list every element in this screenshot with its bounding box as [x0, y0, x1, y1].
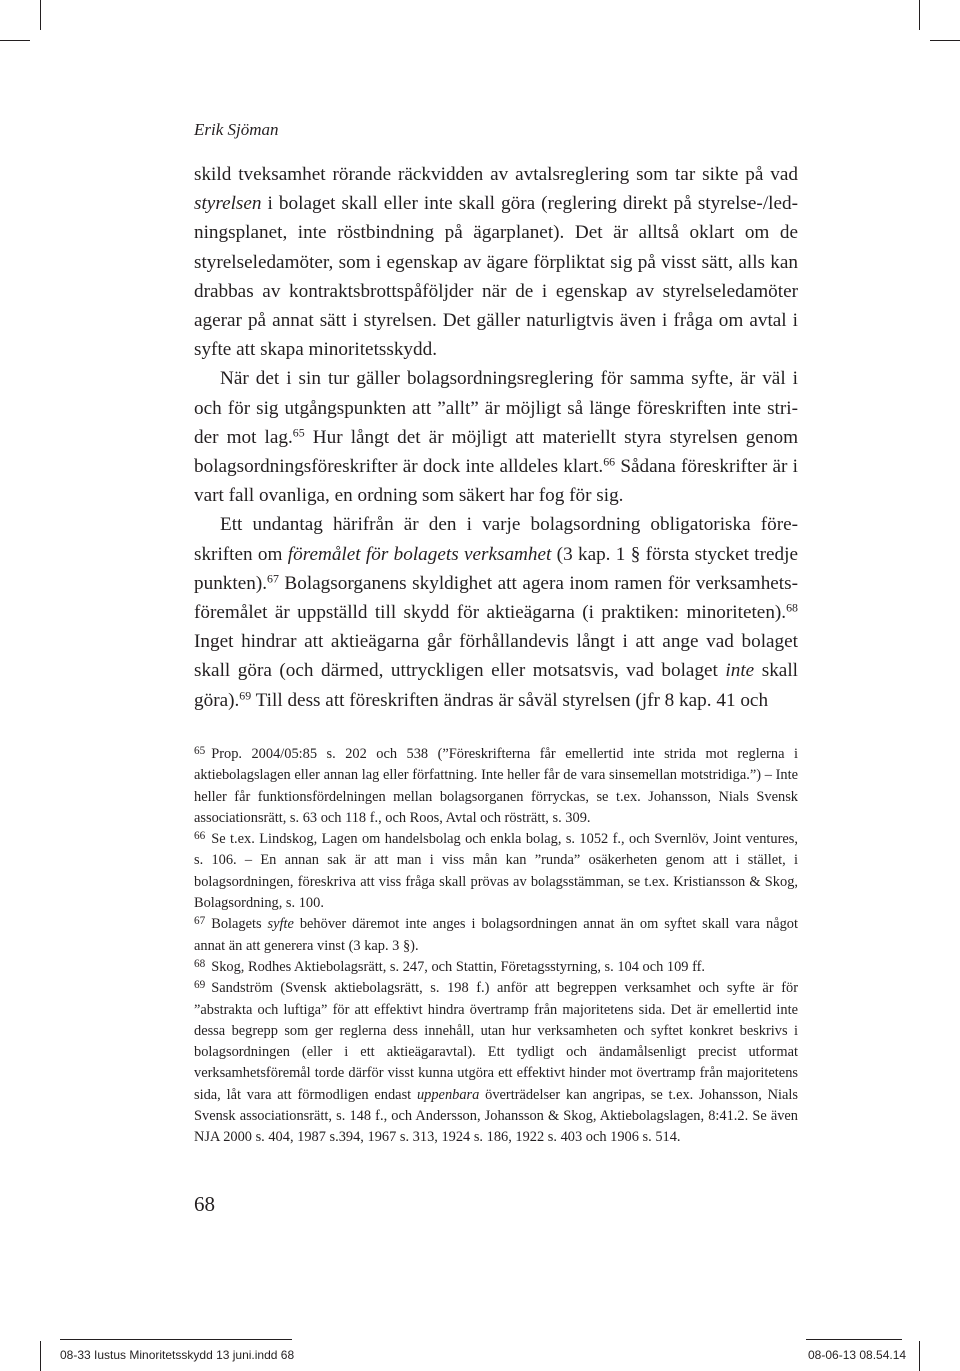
crop-mark-top-right [919, 0, 920, 30]
emphasis: inte [725, 660, 755, 682]
footnote-67 [194, 914, 798, 957]
emphasis: syfte [267, 916, 294, 933]
crop-mark-top-left [40, 0, 41, 30]
slug-rule-right [806, 1339, 902, 1340]
body-text [194, 160, 798, 715]
footnote-number: 65 [194, 745, 206, 758]
text-run: Till dess att föreskriften ändras är såväl styrelsen (jfr 8 kap. 41 och [251, 689, 769, 711]
text-run: (3 kap. 1 § första stycket tredje punkten). [194, 543, 798, 594]
running-head: Erik Sjöman [194, 120, 279, 139]
emphasis: föremålet för bolagets verksamhet [287, 543, 552, 565]
text-run: överträdelser kan angripas, se t.ex. Johansson, Nials Svensk associationsrätt, s. 148 f., och Andersson, Johansson & Skog, Aktiebolagslagen, 8:41.2. Se även NJA 2000 s. 404, 1987 s.394, 1967 s. 313, 1924 s. 186, 1922 s. 403 och 1906 s. 514. [194, 1086, 799, 1146]
text-run: skall göra). [194, 660, 798, 711]
crop-mark-top-right-h [930, 40, 960, 41]
text-run: När det i sin tur gäller bolagsordningsreglering för samma syfte, är väl i och för sig utgångspunkten att ”allt” är möjligt så länge föreskriften inte strider mot lag. [194, 368, 798, 448]
text-run: Se t.ex. Lindskog, Lagen om handelsbolag och enkla bolag, s. 1052 f., och Svernlöv, Joint ventures, s. 106. – En annan sak är att man i viss mån kan ”runda” osäkerheten genom att i stället, i bolagsordningen, föreskriva att viss fråga skall prövas av bolagsstämman, se t.ex. Kristiansson & Skog, Bolagsordning, s. 100. [194, 831, 798, 912]
slug-rule [60, 1339, 292, 1340]
text-run: Bolagets [211, 916, 268, 933]
footnote-number: 69 [194, 979, 206, 992]
footnote-65 [194, 744, 798, 829]
footnotes [194, 744, 798, 1149]
paragraph-3 [194, 510, 798, 714]
paragraph-1 [194, 160, 798, 364]
text-run: i bolaget skall eller inte skall göra (reglering direkt på styrelse-/ledningsplanet, inte röstbindning på ägarplanet). Det är alltså oklart om de styrelseledamöter, som i egenskap av ägare förpliktat sig på visst sätt, alls kan drabbas av kontraktsbrottspåföljder när de i egenskap av styrelseledamöter agerar på annat sätt i styrelsen. Det gäller naturligtvis även i fråga om avtal i syfte att skapa minoritetsskydd. [194, 193, 798, 361]
crop-mark-bottom-right [919, 1341, 920, 1371]
slug-timestamp: 08-06-13 08.54.14 [808, 1348, 907, 1362]
text-run: Ett undantag härifrån är den i varje bolagsordning obligatoriska föreskriften om [194, 514, 798, 565]
page-number: 68 [194, 1192, 215, 1216]
text-run: Prop. 2004/05:85 s. 202 och 538 (”Föreskrifterna får emellertid inte strida mot reglerna i aktiebolagslagen eller annan lag eller författning. Inte heller får de vara sinsemellan motstridiga.”) – Inte heller får funktionsfördelningen mellan bolagsorganen förryckas, se t.ex. Johansson, Nials Svensk associationsrätt, s. 63 och 118 f., och Roos, Avtal och rösträtt, s. 309. [194, 746, 798, 826]
text-run: Sådana föreskrifter är i vart fall ovanliga, en ordning som säkert har fog för sig. [194, 456, 798, 507]
text-run: Hur långt det är möjligt att materiellt styra styrelsen genom bolagsordningsföreskrifter är dock inte alldeles klart. [194, 426, 798, 478]
footnote-ref: 67 [267, 571, 279, 586]
footnote-number: 66 [194, 830, 206, 843]
text-run: Skog, Rodhes Aktiebolagsrätt, s. 247, och Stattin, Företagsstyrning, s. 104 och 109 ff. [211, 958, 706, 975]
crop-mark-top-left-h [0, 40, 30, 41]
text-run: skild tveksamhet rörande räckvidden av avtalsreglering som tar sikte på vad [194, 164, 798, 185]
footnote-ref: 66 [603, 454, 616, 469]
footnote-66 [194, 829, 798, 914]
footnote-ref: 65 [292, 425, 305, 440]
text-run: Inget hindrar att aktieägarna går förhållandevis långt i att ange vad bolaget skall göra (och därmed, uttryckligen eller motsatsvis, vad bolaget [194, 631, 798, 682]
footnote-68 [194, 957, 798, 978]
paragraph-2 [194, 364, 798, 510]
text-run: Bolagsorganens skyldighet att agera inom ramen för verksamhetsföremålet är uppställd till skydd för aktieägarna (i praktiken: minoriteten). [194, 572, 798, 624]
text-run: Sandström (Svensk aktiebolagsrätt, s. 198 f.) anför att begreppen verksamhet och syfte är för ”abstrakta och luftiga” för att effektivt hindra övertramp från majoritetens sida. Det är emellertid inte dessa begrepp som ger reglerna dess innehåll, utan hur verksamheten och syftet konkret beskrivs i bolagsordningen (eller i ett aktieägaravtal). Ett tydligt och ändamålsenligt precist utformat verksamhetsföremål torde därför visst kunna utgöra ett effektivt hinder mot övertramp från majoritetens sida, låt vara att förmodligen endast [194, 980, 798, 1103]
emphasis: styrelsen [194, 193, 262, 215]
footnote-number: 67 [194, 915, 206, 928]
footnote-69 [194, 978, 798, 1148]
footnote-number: 68 [194, 958, 206, 971]
emphasis: uppenbara [416, 1086, 480, 1103]
footnote-ref: 69 [239, 688, 252, 703]
footnote-ref: 68 [786, 600, 798, 615]
text-run: behöver däremot inte anges i bolagsordningen annat än om syftet skall vara något annat än att generera vinst (3 kap. 3 §). [194, 916, 798, 954]
slug-file-name: 08-33 Iustus Minoritetsskydd 13 juni.indd 68 [60, 1348, 295, 1362]
crop-mark-bottom-left [40, 1341, 41, 1371]
